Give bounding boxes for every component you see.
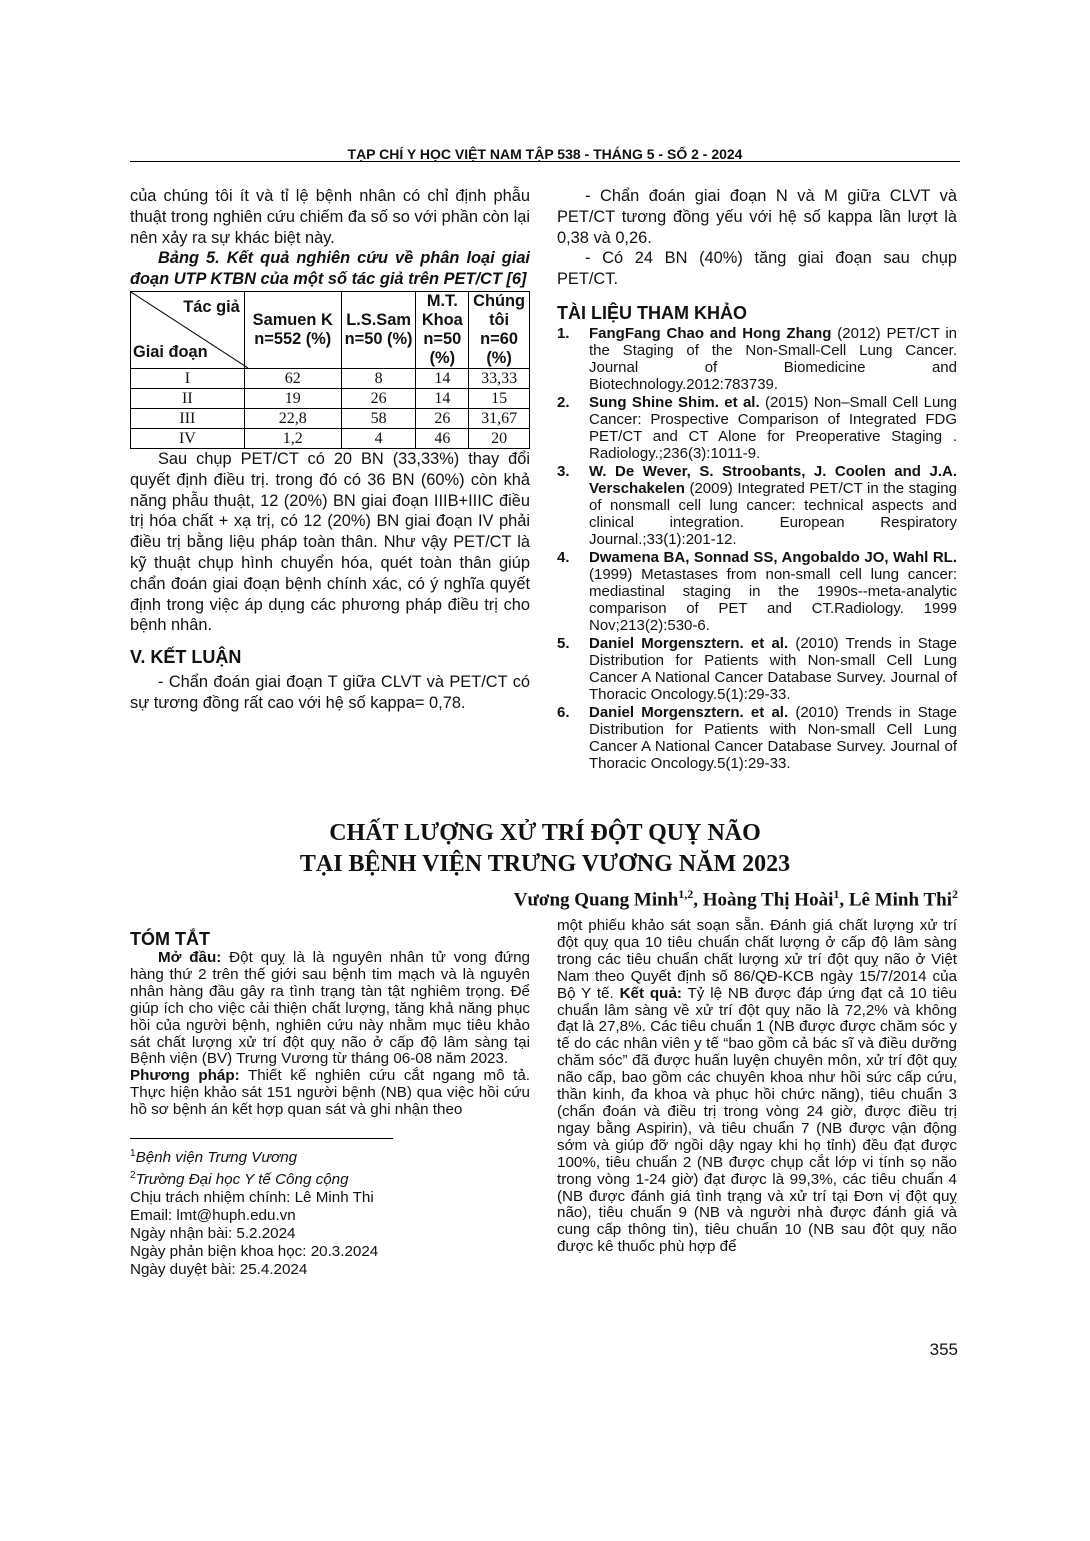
author-list — [130, 887, 958, 911]
reference-item — [557, 549, 957, 634]
author-name: Hoàng Thị Hoài — [702, 889, 834, 911]
table-header-cell: L.S.Sam n=50 (%) — [341, 291, 416, 368]
reference-item — [557, 635, 957, 703]
table-cell: 4 — [341, 428, 416, 448]
conclusion-item-2: - Chẩn đoán giai đoạn N và M giữa CLVT và PET/CT tương đồng yếu với hệ số kappa lần lượt là 0,38 và 0,26. — [557, 187, 957, 247]
reference-authors: Dwamena BA, Sonnad SS, Angobaldo JO, Wahl RL. — [589, 548, 957, 566]
footnote-review-date: Ngày phản biện khoa học: 20.3.2024 — [130, 1243, 379, 1261]
table-cell: 1,2 — [244, 428, 341, 448]
reference-authors: Daniel Morgensztern. et al. — [589, 703, 789, 721]
footnote-affiliation-text: Trường Đại học Y tế Công cộng — [135, 1171, 349, 1189]
discussion-paragraph: Sau chụp PET/CT có 20 BN (33,33%) thay đổi quyết định điều trị. trong đó có 36 BN (60%) còn khả năng phẫu thuật, 12 (20%) BN giai đoạn IIIB+IIIC điều trị hóa chất + xạ trị, có 12 (20%) BN giai đoạn IV phải điều trị bằng liệu pháp toàn thân. Như vậy PET/CT là kỹ thuật chụp hình chuyển hóa, quét toàn thân giúp chẩn đoán giai đoạn bệnh chính xác, có ý nghĩa quyết định trong việc áp dụng các phương pháp điều trị cho bệnh nhân. — [130, 449, 530, 635]
reference-text: (2010) Trends in Stage Distribution for Patients with Non-small Cell Lung Cancer A National Cancer Database Survey. Journal of Thoracic Oncology.5(1):29-33. — [589, 703, 957, 772]
left-column-top — [130, 186, 530, 714]
table-corner-cell — [131, 291, 245, 368]
table-header-row — [131, 291, 530, 368]
footnote-affiliation-2 — [130, 1167, 530, 1189]
table-row — [131, 428, 530, 448]
author-name: Vương Quang Minh — [513, 889, 679, 911]
abstract-left-column — [130, 928, 530, 1279]
reference-item — [557, 704, 957, 772]
author-separator: , — [839, 889, 849, 911]
abstract-result-text: Tỷ lệ NB được đáp ứng đạt cả 10 tiêu chuẩn lâm sàng về xử trí đột quỵ não là 72,2% và không đạt là 27,8%. Các tiêu chuẩn 1 (NB được được chăm sóc y tế do các nhân viên y tế “bao gồm cả bác sĩ và điều dưỡng chăm sóc” đã được huấn luyện chuyên môn, xử trí đột quỵ não cấp, bao gồm các chuyên khoa như hồi sức cấp cứu, thần kinh, đa khoa và phục hồi chức năng), tiêu chuẩn 3 (chẩn đoán và điều trị trong vòng 24 giờ, được điều trị ngay bằng Aspirin), và tiêu chuẩn 7 (NB được vận động sớm và giúp đỡ ngồi dậy ngay khi họ tỉnh) đều đạt được 100%, tiêu chuẩn 2 (NB được chụp cắt lớp vi tính sọ não trong vòng 1-24 giờ) đạt được là 99,3%, các tiêu chuẩn 4 (NB được đánh giá tình trạng và xử trí tại Đơn vị đột quỵ não), tiêu chuẩn 9 (NB và người nhà được đánh giá và cung cấp thông tin), tiêu chuẩn 10 (NB sau đột quỵ não được kê thuốc phù hợp để — [557, 984, 957, 1256]
footnote-email: Email: lmt@huph.edu.vn — [130, 1207, 296, 1225]
abstract-intro-text: Đột quỵ là là nguyên nhân tử vong đứng hàng thứ 2 trên thế giới sau bệnh tim mạch và là nguyên nhân hàng đầu gây ra tình trạng tàn tật nghiêm trọng. Để giúp ích cho việc cải thiện chất lượng, tăng khả năng phục hồi của người bệnh, nghiên cứu này nhằm mục tiêu khảo sát chất lượng xử trí đột quỵ não ở cấp độ lâm sàng tại Bệnh viện (BV) Trưng Vương từ tháng 06-08 năm 2023. — [130, 949, 530, 1068]
reference-text: (2010) Trends in Stage Distribution for Patients with Non-small Cell Lung Cancer A National Cancer Database Survey. Journal of Thoracic Oncology.5(1):29-33. — [589, 634, 957, 703]
conclusion-item-3: - Có 24 BN (40%) tăng giai đoạn sau chụp PET/CT. — [557, 249, 957, 289]
reference-authors: Sung Shine Shim. et al. — [589, 393, 760, 411]
reference-number: 5. — [557, 634, 570, 652]
abstract-right-column — [557, 918, 957, 1256]
right-column-top — [557, 186, 957, 772]
author-affiliation-mark: 2 — [952, 887, 958, 901]
table-cell-stage: IV — [131, 428, 245, 448]
table-cell: 22,8 — [244, 408, 341, 428]
table-cell: 14 — [416, 388, 469, 408]
reference-item — [557, 394, 957, 462]
journal-header: TẠP CHÍ Y HỌC VIỆT NAM TẬP 538 - THÁNG 5 - SỐ 2 - 2024 — [347, 146, 743, 162]
reference-number: 2. — [557, 393, 570, 411]
table-cell: 26 — [341, 388, 416, 408]
page-number: 355 — [929, 1340, 958, 1359]
abstract-result-label: Kết quả: — [619, 984, 682, 1002]
reference-authors: W. De Wever, S. Stroobants, J. Coolen and J.A. Verschakelen — [589, 462, 957, 497]
reference-number: 4. — [557, 548, 570, 566]
abstract-intro-paragraph — [130, 950, 530, 1068]
abstract-continuation-text: một phiếu khảo sát soạn sẵn. Đánh giá chất lượng xử trí đột quỵ qua 10 tiêu chuẩn chất lượng ở cấp độ lâm sàng trong các tiêu chuẩn chất lượng xử trí đột quỵ não ở Việt Nam theo Quyết định số 86/QĐ-KCB ngày 15/7/2014 của Bộ Y tế. — [557, 917, 957, 1002]
footnote-mark: 1 — [130, 1148, 136, 1160]
article-title-line-2: TẠI BỆNH VIỆN TRƯNG VƯƠNG NĂM 2023 — [299, 851, 791, 877]
author-name: Lê Minh Thi — [848, 889, 952, 911]
abstract-method-paragraph — [130, 1068, 530, 1119]
table-cell: 14 — [416, 368, 469, 388]
reference-number: 6. — [557, 703, 570, 721]
article-title — [130, 818, 960, 880]
table-row — [131, 388, 530, 408]
stage-comparison-table — [130, 291, 530, 449]
footnote-responsible: Chịu trách nhiệm chính: Lê Minh Thi — [130, 1189, 374, 1207]
table-cell: 15 — [469, 388, 530, 408]
table-cell: 19 — [244, 388, 341, 408]
table-header-cell: M.T. Khoa n=50 (%) — [416, 291, 469, 368]
reference-text: (2009) Integrated PET/CT in the staging of nonsmall cell lung cancer: technical aspects and clinical integration. European Respiratory Journal.;33(1):201-12. — [589, 479, 957, 548]
references-heading: TÀI LIỆU THAM KHẢO — [557, 302, 747, 323]
table-cell-stage: I — [131, 368, 245, 388]
reference-text: (1999) Metastases from non-small cell lung cancer: mediastinal staging in the 1990s--meta-analytic comparison of PET and CT.Radiology. 1999 Nov;213(2):530-6. — [589, 565, 957, 634]
author-separator: , — [693, 889, 703, 911]
footnote-mark: 2 — [130, 1170, 136, 1182]
table-cell-stage: III — [131, 408, 245, 428]
table-cell: 58 — [341, 408, 416, 428]
footnote-approval-date: Ngày duyệt bài: 25.4.2024 — [130, 1261, 308, 1279]
abstract-method-text: Thiết kế nghiên cứu cắt ngang mô tả. Thực hiện khảo sát 151 người bệnh (NB) qua việc hồi cứu hồ sơ bệnh án kết hợp quan sát và ghi nhận theo — [130, 1067, 531, 1119]
table-row — [131, 368, 530, 388]
reference-item — [557, 325, 957, 393]
abstract-continuation-paragraph — [557, 918, 957, 1256]
table-cell: 62 — [244, 368, 341, 388]
table-cell: 8 — [341, 368, 416, 388]
header-rule — [130, 161, 960, 162]
reference-number: 1. — [557, 324, 570, 342]
footnote-affiliation-1 — [130, 1145, 530, 1167]
reference-authors: FangFang Chao and Hong Zhang — [589, 324, 832, 342]
reference-text: (2015) Non–Small Cell Lung Cancer: Prospective Comparison of Integrated FDG PET/CT and CT Alone for Preoperative Staging . Radiology.;236(3):1011-9. — [589, 393, 957, 462]
reference-authors: Daniel Morgensztern. et al. — [589, 634, 789, 652]
reference-number: 3. — [557, 462, 570, 480]
author-affiliation-mark: 1,2 — [678, 887, 694, 901]
footnote-received-date: Ngày nhận bài: 5.2.2024 — [130, 1225, 296, 1243]
reference-item — [557, 463, 957, 548]
footnote-rule — [130, 1138, 393, 1139]
conclusion-heading: V. KẾT LUẬN — [130, 647, 242, 668]
table-header-cell: Samuen K n=552 (%) — [244, 291, 341, 368]
abstract-heading: TÓM TẮT — [130, 929, 210, 949]
article-title-line-1: CHẤT LƯỢNG XỬ TRÍ ĐỘT QUỴ NÃO — [329, 820, 761, 846]
table-caption: Bảng 5. Kết quả nghiên cứu về phân loại giai đoạn UTP KTBN của một số tác giả trên PET/CT [6] — [130, 249, 530, 289]
left-intro-paragraph: của chúng tôi ít và tỉ lệ bệnh nhân có chỉ định phẫu thuật trong nghiên cứu chiếm đa số so với phần còn lại nên xảy ra sự khác biệt này. — [130, 187, 530, 247]
table-cell: 46 — [416, 428, 469, 448]
table-cell-stage: II — [131, 388, 245, 408]
conclusion-item-1: - Chẩn đoán giai đoạn T giữa CLVT và PET/CT có sự tương đồng rất cao với hệ số kappa= 0,78. — [130, 673, 530, 712]
footnote-affiliation-text: Bệnh viện Trưng Vương — [135, 1149, 298, 1167]
table-cell: 26 — [416, 408, 469, 428]
corner-label-stage: Giai đoạn — [133, 342, 208, 361]
table-row — [131, 408, 530, 428]
corner-label-authors: Tác giả — [183, 297, 240, 316]
table-header-cell: Chúng tôi n=60 (%) — [469, 291, 530, 368]
table-cell: 20 — [469, 428, 530, 448]
abstract-intro-label: Mở đầu: — [158, 949, 222, 966]
author-affiliation-mark: 1 — [833, 887, 840, 901]
abstract-method-label: Phương pháp: — [130, 1067, 240, 1085]
reference-text: (2012) PET/CT in the Staging of the Non-Small-Cell Lung Cancer. Journal of Biomedicine and Biotechnology.2012:783739. — [589, 324, 958, 393]
table-cell: 31,67 — [469, 408, 530, 428]
table-cell: 33,33 — [469, 368, 530, 388]
